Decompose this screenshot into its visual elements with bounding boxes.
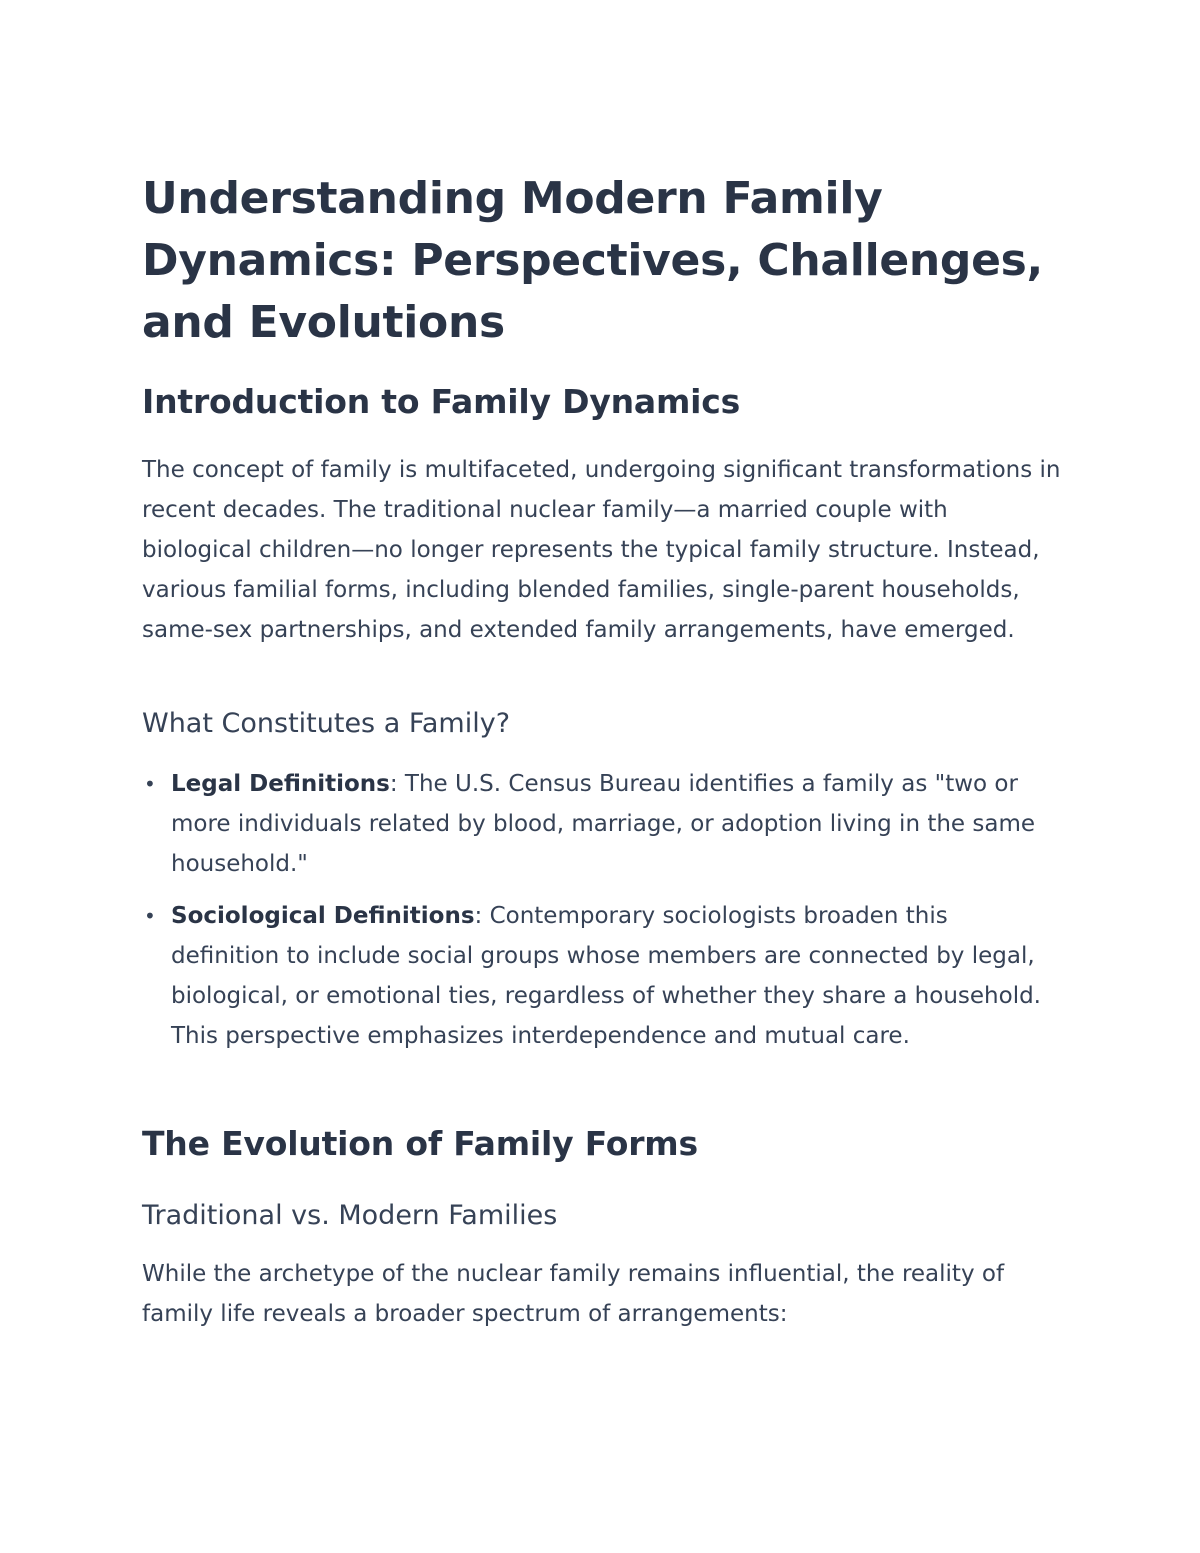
section-heading-introduction: Introduction to Family Dynamics [142,382,741,421]
evolution-paragraph: While the archetype of the nuclear family remains influential, the reality of family life reveals a broader spectrum of arrangements: [142,1261,1005,1327]
definition-text: : The U.S. Census Bureau identifies a family as "two or more individuals related by blood, marriage, or adoption living in the same household." [171,771,1036,877]
list-item [142,896,1042,1056]
subheading-what-constitutes-family: What Constitutes a Family? [142,708,511,739]
bullet-icon: • [144,904,156,928]
document-title: Understanding Modern Family Dynamics: Perspectives, Challenges, and Evolutions [142,173,1043,348]
list-item [142,764,1042,884]
definition-term: Sociological Definitions [171,903,475,929]
bullet-icon: • [144,772,156,796]
section-heading-evolution: The Evolution of Family Forms [142,1124,698,1163]
subheading-traditional-vs-modern: Traditional vs. Modern Families [142,1200,558,1231]
definition-text: : Contemporary sociologists broaden this definition to include social groups whose members are connected by legal, biological, or emotional ties, regardless of whether they share a household. This perspective emphasizes interdependence and mutual care. [171,903,1041,1049]
document-page [142,168,1062,1327]
introduction-paragraph: The concept of family is multifaceted, undergoing significant transformations in recent decades. The traditional nuclear family—a married couple with biological children—no longer represents the typical family structure. Instead, various familial forms, including blended families, single-parent households, same-sex partnerships, and extended family arrangements, have emerged. [142,457,1061,643]
definition-term: Legal Definitions [171,771,390,797]
definitions-list [142,764,1042,1068]
